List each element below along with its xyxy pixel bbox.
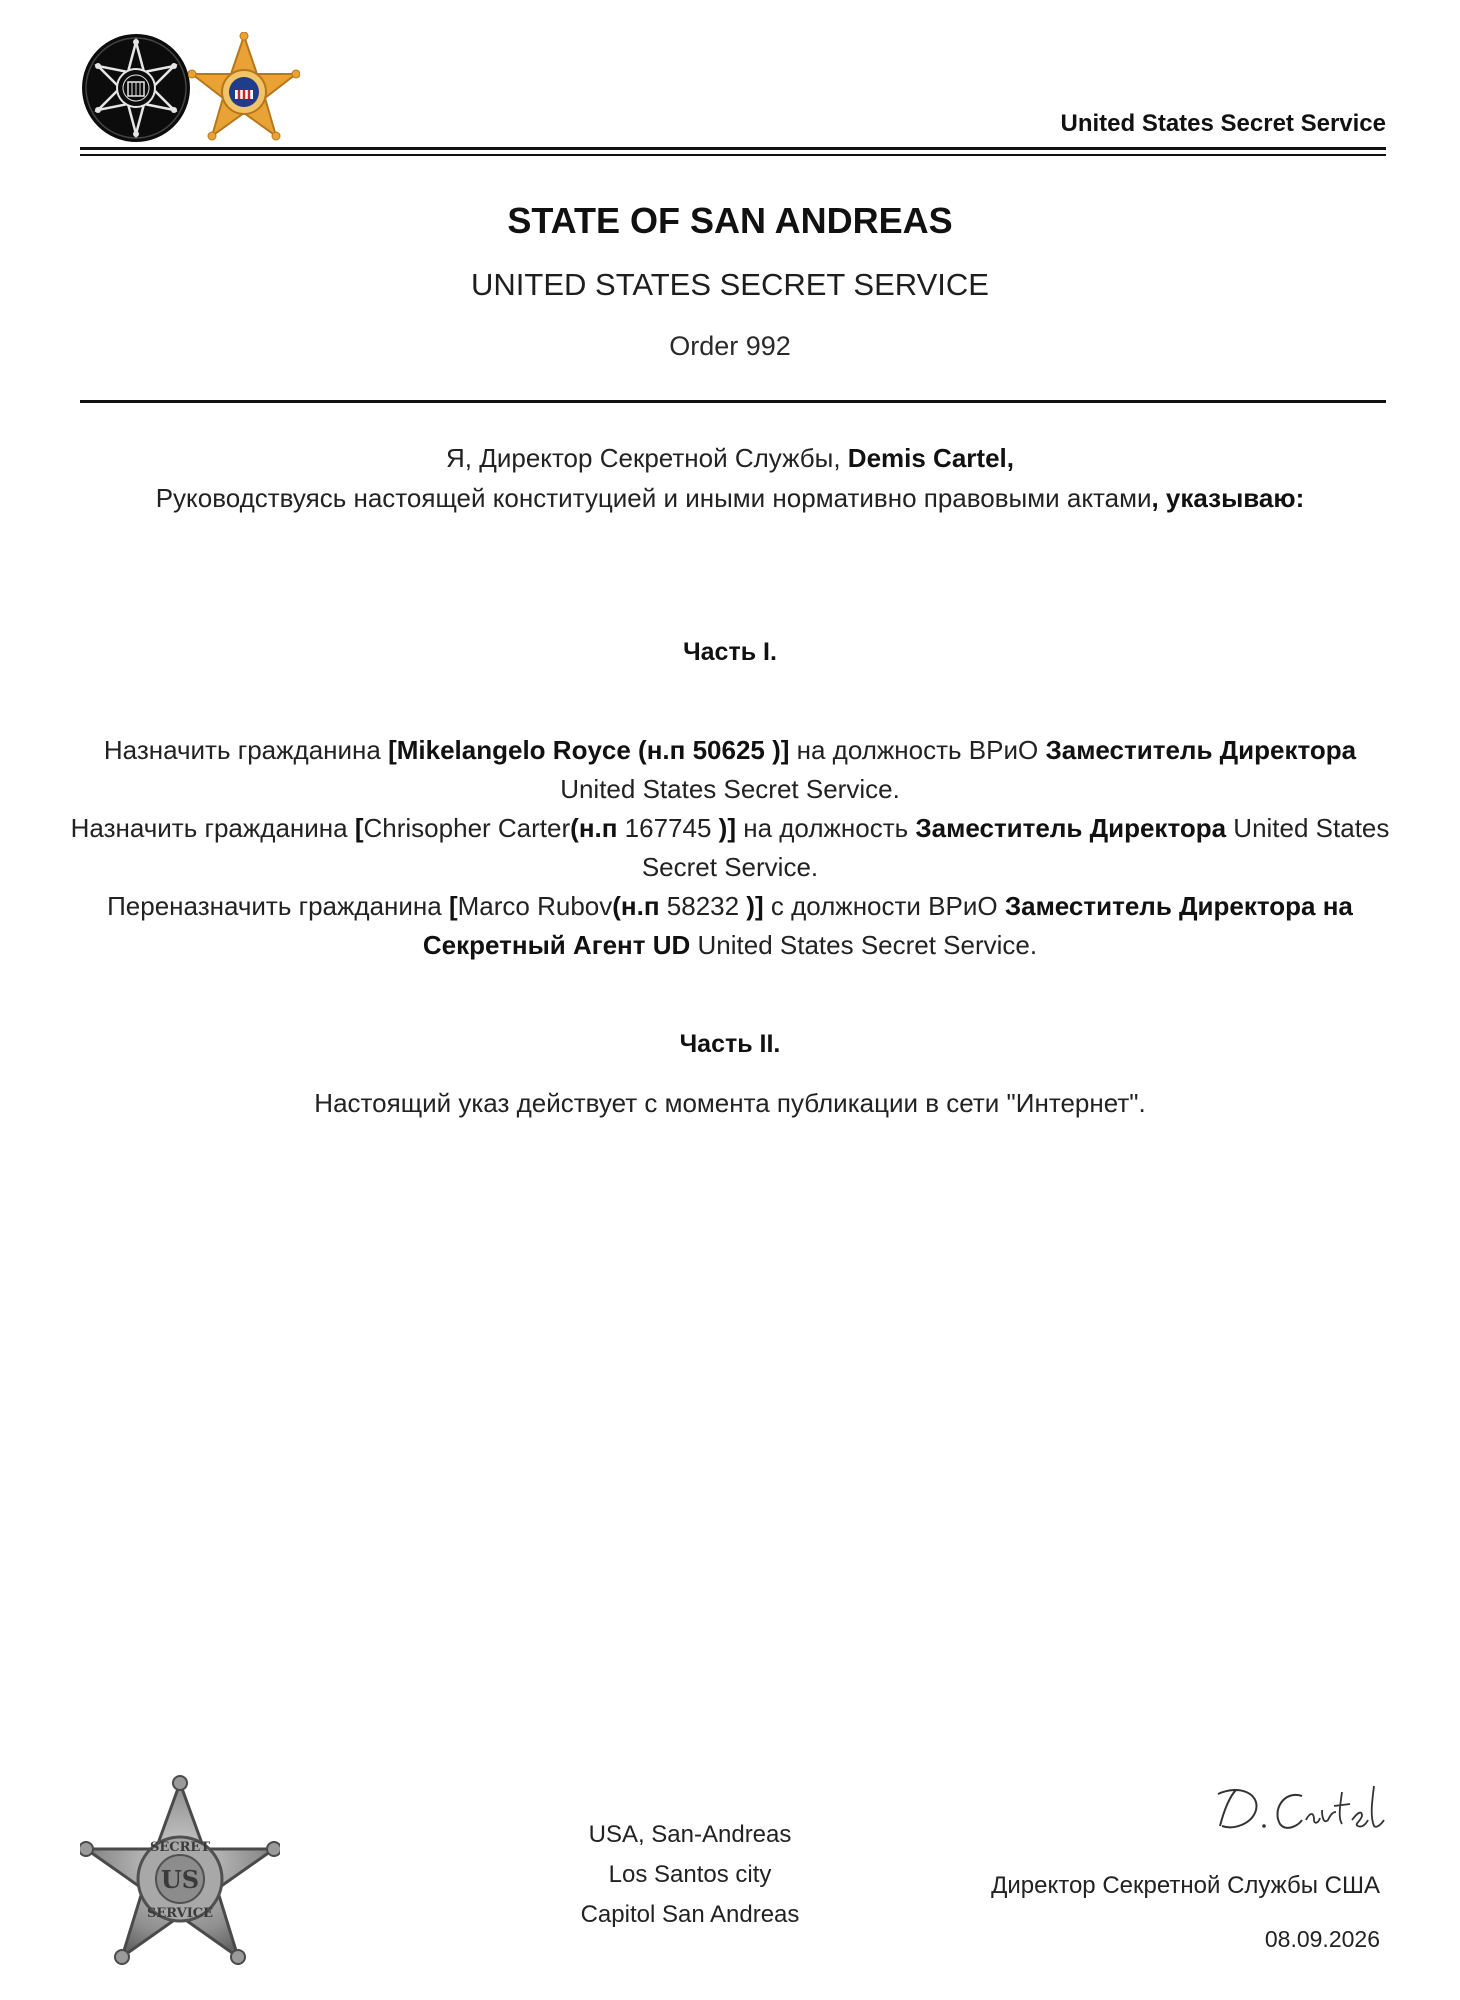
gold-star-badge-icon [188, 32, 300, 144]
position: Заместитель Директора на Секретный Агент UD [422, 891, 1353, 960]
order-item-1 [70, 731, 1390, 809]
preamble-text: Я, Директор Секретной Службы, [446, 443, 848, 473]
item-text: United States Secret Service. [560, 774, 900, 804]
bracket: [ [354, 813, 364, 843]
preamble-line-1 [70, 438, 1390, 478]
passport-label: (н.п [570, 813, 618, 843]
passport-number: 58232 [659, 891, 747, 921]
header-rule-bottom [80, 154, 1386, 156]
item-text: United States Secret Service. [641, 813, 1390, 882]
passport-number: 167745 [617, 813, 719, 843]
title-divider [80, 400, 1386, 403]
badge-text-top: SECRET [149, 1840, 211, 1855]
item-text: с должности ВРиО [763, 891, 1005, 921]
bracket: )] [746, 891, 764, 921]
address-line: Capitol San Andreas [580, 1901, 800, 1928]
part-1-body [70, 731, 1390, 965]
position: Заместитель Директора [915, 813, 1227, 843]
passport-label: (н.п [612, 891, 660, 921]
part-1-heading: Часть I. [683, 638, 777, 666]
preamble-line-2 [70, 478, 1390, 518]
item-text: Переназначить гражданина [107, 891, 449, 921]
header-rule-top [80, 147, 1386, 150]
preamble [70, 438, 1390, 518]
position: Заместитель Директора [1045, 735, 1357, 765]
director-signature [1210, 1780, 1390, 1840]
footer-address [540, 1815, 840, 1935]
preamble-text: Руководствуясь настоящей конституцией и иными нормативно правовыми актами [155, 483, 1152, 513]
preamble-directive: , указываю: [1151, 483, 1305, 513]
item-text: Назначить гражданина [70, 813, 355, 843]
order-item-2 [70, 809, 1390, 887]
director-name: Demis Cartel, [847, 443, 1014, 473]
document-title-state: STATE OF SAN ANDREAS [507, 200, 953, 241]
item-text: United States Secret Service. [690, 930, 1038, 960]
bracket: [ [448, 891, 458, 921]
header-logos [80, 32, 310, 144]
part-2-body: Настоящий указ действует с момента публикации в сети "Интернет". [314, 1088, 1146, 1118]
item-text: Назначить гражданина [103, 735, 389, 765]
order-item-3 [70, 887, 1390, 965]
item-text: на должность ВРиО [789, 735, 1046, 765]
address-line: Los Santos city [608, 1861, 772, 1888]
part-2-heading: Часть II. [679, 1030, 781, 1058]
appointee: [Mikelangelo Royce (н.п 50625 )] [388, 735, 790, 765]
appointee: Chrisopher Carter [363, 813, 571, 843]
document-date: 08.09.2026 [1264, 1926, 1380, 1952]
silver-star-badge-icon [80, 1775, 280, 1971]
signer-title: Директор Секретной Службы США [991, 1872, 1380, 1899]
secret-service-seal-icon [80, 32, 192, 144]
badge-monogram: US [160, 1865, 200, 1894]
appointee: Marco Rubov [457, 891, 613, 921]
bracket: )] [718, 813, 736, 843]
order-number: Order 992 [669, 331, 791, 361]
badge-text-bottom: SERVICE [146, 1906, 214, 1921]
document-title-agency: UNITED STATES SECRET SERVICE [471, 267, 989, 302]
header-org-name: United States Secret Service [1060, 110, 1386, 137]
item-text: на должность [736, 813, 916, 843]
address-line: USA, San-Andreas [588, 1821, 792, 1848]
